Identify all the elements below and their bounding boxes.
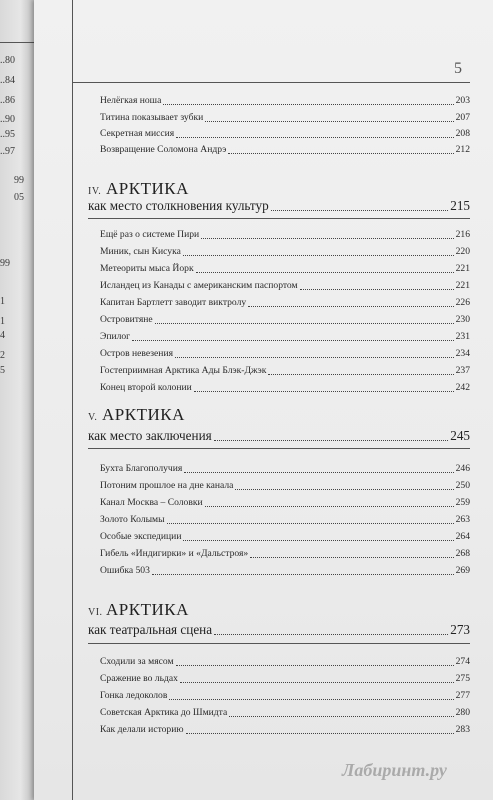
dot-leader	[300, 289, 454, 290]
margin-rule	[72, 0, 73, 800]
toc-entry-title: Ошибка 503	[100, 565, 150, 576]
dot-leader	[228, 153, 453, 154]
dot-leader	[184, 472, 453, 473]
toc-entry	[100, 723, 470, 737]
section-subtitle-row	[88, 197, 470, 215]
section-title: АРКТИКА	[106, 600, 189, 619]
dot-leader	[132, 340, 453, 341]
toc-entry-page: 230	[455, 314, 470, 325]
toc-entry-title: Возвращение Соломона Андрэ	[100, 144, 227, 155]
toc-entry	[100, 296, 470, 310]
dot-leader	[248, 306, 453, 307]
toc-entry	[100, 111, 470, 125]
toc-entry-title: Бухта Благополучия	[100, 463, 183, 474]
toc-entry	[100, 94, 470, 108]
dot-leader	[201, 238, 453, 239]
page-number: 5	[454, 60, 462, 77]
toc-entry	[100, 672, 470, 686]
section-subtitle: как место заключения	[88, 428, 212, 443]
dot-leader	[152, 574, 454, 575]
toc-entry-page: 263	[455, 514, 470, 525]
toc-entry-title: Миник, сын Кисука	[100, 246, 181, 257]
toc-entry-title: Сражение во льдах	[100, 673, 178, 684]
toc-entry	[100, 564, 470, 578]
toc-entry-page: 250	[455, 480, 470, 491]
section-title: АРКТИКА	[106, 179, 189, 198]
section-rule	[88, 448, 470, 449]
section-numeral: V.	[88, 412, 98, 423]
toc-entry-title: Сходили за мясом	[100, 656, 174, 667]
facing-page-number: 5	[0, 365, 5, 376]
facing-page-number: ..90	[0, 114, 15, 125]
header-rule	[72, 82, 470, 83]
toc-entry-page: 216	[455, 229, 470, 240]
dot-leader	[229, 716, 453, 717]
toc-entry-title: Остров невезения	[100, 348, 173, 359]
toc-entry-page: 283	[455, 724, 470, 735]
toc-entry-title: Нелёгкая ноша	[100, 95, 162, 106]
toc-entry-title: Метеориты мыса Йорк	[100, 263, 194, 274]
toc-entry-page: 234	[455, 348, 470, 359]
section-numeral: VI.	[88, 607, 103, 618]
toc-entry-title: Гостеприимная Арктика Ады Блэк-Джэк	[100, 365, 267, 376]
toc-entry	[100, 347, 470, 361]
section-subtitle: как театральная сцена	[88, 622, 213, 637]
toc-entry-title: Как делали историю	[100, 724, 184, 735]
toc-entry	[100, 706, 470, 720]
toc-entry	[100, 313, 470, 327]
toc-entry-title: Конец второй колонии	[100, 382, 192, 393]
toc-entry-page: 207	[455, 112, 470, 123]
toc-entry-title: Советская Арктика до Шмидта	[100, 707, 228, 718]
section-subtitle: как место столкновения культур	[88, 198, 269, 213]
dot-leader	[250, 557, 453, 558]
toc-entry	[100, 547, 470, 561]
dot-leader	[268, 374, 453, 375]
facing-page-number: ..86	[0, 95, 15, 106]
toc-entry-page: 246	[455, 463, 470, 474]
toc-entry	[100, 462, 470, 476]
toc-entry	[100, 689, 470, 703]
toc-entry-page: 212	[455, 144, 470, 155]
dot-leader	[214, 440, 449, 441]
facing-page-number: 1	[0, 296, 5, 307]
section-rule	[88, 643, 470, 644]
toc-entry	[100, 496, 470, 510]
dot-leader	[183, 540, 453, 541]
toc-entry-page: 277	[455, 690, 470, 701]
toc-entry	[100, 530, 470, 544]
dot-leader	[175, 357, 454, 358]
facing-page-rule	[0, 42, 34, 43]
toc-entry	[100, 330, 470, 344]
dot-leader	[196, 272, 454, 273]
contents-page	[34, 0, 493, 800]
toc-entry-page: 203	[455, 95, 470, 106]
dot-leader	[167, 523, 454, 524]
toc-entry-page: 268	[455, 548, 470, 559]
dot-leader	[205, 121, 453, 122]
toc-entry-page: 231	[455, 331, 470, 342]
toc-entry-title: Гибель «Индигирки» и «Дальстроя»	[100, 548, 249, 559]
dot-leader	[194, 391, 454, 392]
toc-entry	[100, 479, 470, 493]
section-numeral: IV.	[88, 186, 102, 197]
toc-entry-title: Эпилог	[100, 331, 131, 342]
dot-leader	[163, 104, 453, 105]
toc-entry	[100, 143, 470, 157]
toc-entry-title: Гонка ледоколов	[100, 690, 168, 701]
toc-entry-page: 220	[455, 246, 470, 257]
toc-entry-page: 274	[455, 656, 470, 667]
toc-entry-page: 221	[455, 263, 470, 274]
section-subtitle-row	[88, 621, 470, 639]
facing-page-number: 99	[14, 175, 24, 186]
facing-page-edge	[0, 0, 34, 800]
dot-leader	[176, 137, 453, 138]
dot-leader	[169, 699, 453, 700]
toc-entry-page: 269	[455, 565, 470, 576]
section-page: 245	[450, 428, 470, 443]
section-subtitle-row	[88, 427, 470, 445]
toc-entry-title: Особые экспедиции	[100, 531, 182, 542]
dot-leader	[180, 682, 454, 683]
toc-entry-page: 221	[455, 280, 470, 291]
dot-leader	[235, 489, 453, 490]
toc-entry-page: 242	[455, 382, 470, 393]
toc-entry-page: 264	[455, 531, 470, 542]
toc-entry-title: Островитяне	[100, 314, 153, 325]
toc-entry	[100, 262, 470, 276]
dot-leader	[176, 665, 454, 666]
toc-entry-title: Секретная миссия	[100, 128, 175, 139]
facing-page-number: 1	[0, 316, 5, 327]
toc-entry	[100, 127, 470, 141]
facing-page-number: ..84	[0, 75, 15, 86]
toc-entry-page: 226	[455, 297, 470, 308]
toc-entry-page: 275	[455, 673, 470, 684]
dot-leader	[214, 634, 448, 635]
toc-entry	[100, 513, 470, 527]
facing-page-number: 2	[0, 350, 5, 361]
facing-page-number: 4	[0, 330, 5, 341]
watermark: Лабиринт.ру	[342, 760, 447, 780]
section-page: 215	[450, 198, 470, 213]
dot-leader	[183, 255, 454, 256]
toc-entry-page: 237	[455, 365, 470, 376]
dot-leader	[205, 506, 454, 507]
toc-entry	[100, 279, 470, 293]
toc-entry	[100, 655, 470, 669]
toc-entry	[100, 245, 470, 259]
toc-entry-title: Исландец из Канады с американским паспортом	[100, 280, 298, 291]
facing-page-number: ..95	[0, 129, 15, 140]
toc-entry-title: Канал Москва – Соловки	[100, 497, 203, 508]
toc-entry-page: 259	[455, 497, 470, 508]
section-page: 273	[450, 622, 470, 637]
facing-page-number: 99	[0, 258, 10, 269]
dot-leader	[271, 210, 449, 211]
facing-page-number: 05	[14, 192, 24, 203]
dot-leader	[186, 733, 454, 734]
facing-page-number: ..80	[0, 55, 15, 66]
facing-page-number: ..97	[0, 146, 15, 157]
toc-entry-title: Потоним прошлое на дне канала	[100, 480, 234, 491]
toc-entry-page: 280	[455, 707, 470, 718]
dot-leader	[155, 323, 454, 324]
section-title: АРКТИКА	[102, 405, 185, 424]
toc-entry-title: Золото Колымы	[100, 514, 165, 525]
toc-entry-title: Ещё раз о системе Пири	[100, 229, 200, 240]
toc-entry	[100, 228, 470, 242]
toc-entry	[100, 381, 470, 395]
toc-entry-page: 208	[455, 128, 470, 139]
toc-entry-title: Титина показывает зубки	[100, 112, 204, 123]
toc-entry	[100, 364, 470, 378]
section-rule	[88, 218, 470, 219]
toc-entry-title: Капитан Бартлетт заводит виктролу	[100, 297, 247, 308]
